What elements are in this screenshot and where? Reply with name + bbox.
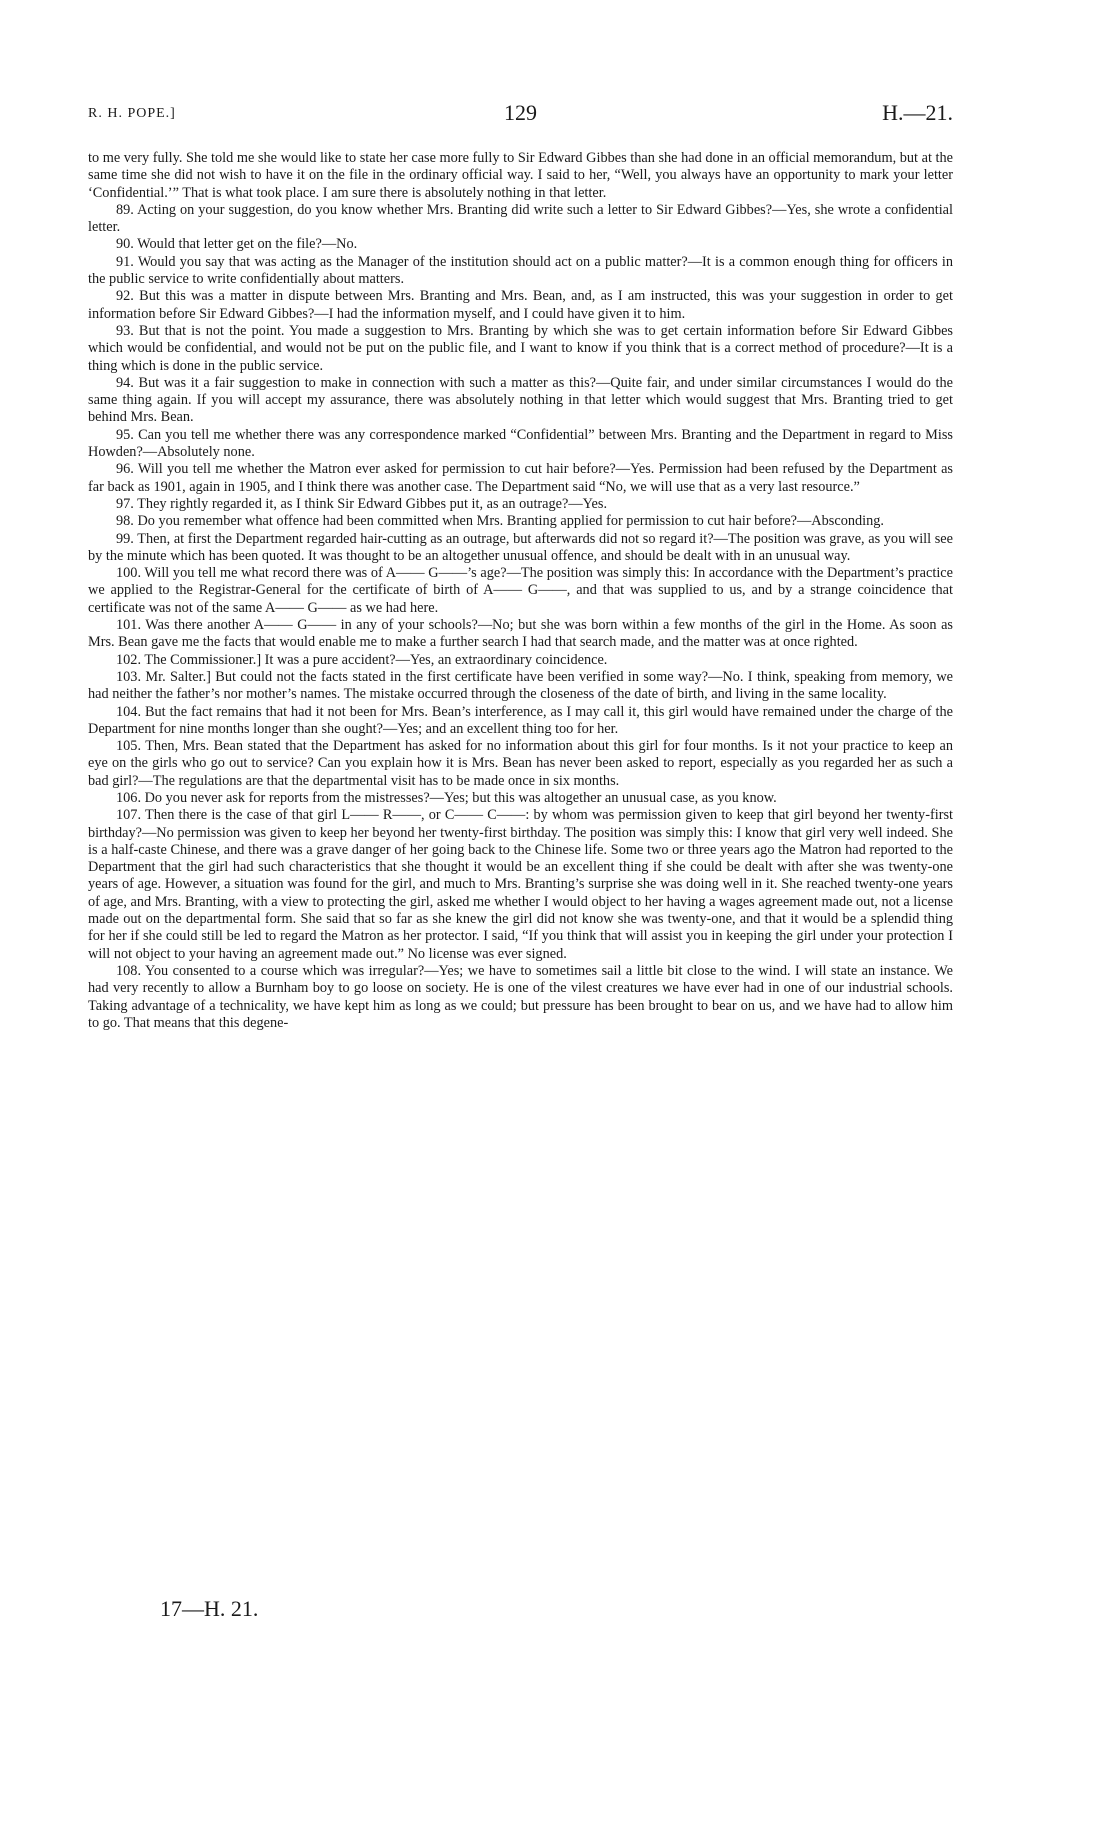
paragraph: 90. Would that letter get on the file?—No.: [116, 236, 358, 253]
page-number: 129: [504, 100, 537, 125]
paragraph: 95. Can you tell me whether there was any correspondence marked “Confidential” between Mrs. Branting and the Department in regard to Miss Howden?—Absolutely none.: [88, 426, 953, 461]
paragraph: 92. But this was a matter in dispute between Mrs. Branting and Mrs. Bean, and, as I am instructed, this was your suggestion in order to get information before Sir Edward Gibbes?—I had the information myself, and I could have given it to him.: [88, 288, 953, 322]
paragraph: 103. Mr. Salter.] But could not the facts stated in the first certificate have been verified in some way?—No. I think, speaking from memory, we had neither the father’s nor mother’s names. The mistake occurred through the closeness of the date of birth, and living in the same locality.: [88, 668, 953, 703]
paragraph: 102. The Commissioner.] It was a pure accident?—Yes, an extraordinary coincidence.: [116, 651, 608, 668]
body-text: [88, 150, 953, 1032]
page-footer: [160, 1596, 258, 1622]
paragraph: 91. Would you say that was acting as the Manager of the institution should act on a public matter?—It is a common enough thing for officers in the public service to write confidentially about matters.: [88, 253, 953, 288]
paragraph: 106. Do you never ask for reports from the mistresses?—Yes; but this was altogether an unusual case, as you know.: [116, 789, 777, 806]
signature-mark: 17—H. 21.: [160, 1596, 259, 1621]
paragraph: to me very fully. She told me she would like to state her case more fully to Sir Edward Gibbes than she had done in an official memorandum, but at the same time she did not wish to have it on the file in the ordinary official way. I said to her, “Well, you always have an opportunity to mark your letter ‘Confidential.’” That is what took place. I am sure there is absolutely nothing in that letter.: [88, 150, 953, 201]
paragraph: 98. Do you remember what offence had been committed when Mrs. Branting applied for permission to cut hair before?—Absconding.: [116, 513, 884, 530]
paragraph: 104. But the fact remains that had it not been for Mrs. Bean’s interference, as I may call it, this girl would have remained under the charge of the Department for nine months longer than she ought?—Yes; and an excellent thing too for her.: [88, 703, 953, 737]
paragraph: 93. But that is not the point. You made a suggestion to Mrs. Branting by which she was to get certain information before Sir Edward Gibbes which would be confidential, and would not be put on the public file, and I want to know if you think that is a correct method of procedure?—It is a thing which is done in the public service.: [88, 322, 953, 374]
paragraph: 99. Then, at first the Department regarded hair-cutting as an outrage, but afterwards did not so regard it?—The position was grave, as you will see by the minute which has been quoted. It was thought to be an altogether unusual offence, and should be dealt with in an unusual way.: [88, 530, 953, 564]
paragraph: 100. Will you tell me what record there was of A—— G——’s age?—The position was simply this: In accordance with the Department’s practice we applied to the Registrar-General for the certificate of birth of A—— G——, and that was supplied to us, and by a strange coincidence that certificate was not of the same A—— G—— as we had here.: [88, 565, 953, 616]
page-header: [88, 100, 953, 130]
paragraph: 89. Acting on your suggestion, do you know whether Mrs. Branting did write such a letter to Sir Edward Gibbes?—Yes, she wrote a confidential letter.: [88, 201, 953, 236]
paragraph: 105. Then, Mrs. Bean stated that the Department has asked for no information about this girl for four months. Is it not your practice to keep an eye on the girls who go out to service? Can you explain how it is Mrs. Bean has never been asked to report, especially as you regarded her as such a bad girl?—The regulations are that the departmental visit has to be made once in six months.: [88, 738, 953, 789]
paragraph: 97. They rightly regarded it, as I think Sir Edward Gibbes put it, as an outrage?—Yes.: [116, 495, 608, 512]
paragraph: 94. But was it a fair suggestion to make in connection with such a matter as this?—Quite fair, and under similar circumstances I would do the same thing again. If you will accept my assurance, there was absolutely nothing in that letter which would suggest that Mrs. Branting tried to get behind Mrs. Bean.: [88, 374, 953, 426]
document-reference: H.—21.: [882, 100, 953, 125]
witness-name: R. H. POPE.]: [88, 106, 176, 121]
paragraph: 108. You consented to a course which was irregular?—Yes; we have to sometimes sail a little bit close to the wind. I will state an instance. We had very recently to allow a Burnham boy to go loose on society. He is one of the vilest creatures we have ever had in one of our industrial schools. Taking advantage of a technicality, we have kept him as long as we could; but pressure has been brought to bear on us, and we have had to allow him to go. That means that this degene-: [88, 962, 953, 1031]
paragraph: 101. Was there another A—— G—— in any of your schools?—No; but she was born within a few months of the girl in the Home. As soon as Mrs. Bean gave me the facts that would enable me to make a further search I had that search made, and the matter was at once righted.: [88, 617, 953, 651]
paragraph: 107. Then there is the case of that girl L—— R——, or C—— C——: by whom was permission given to keep that girl beyond her twenty-first birthday?—No permission was given to keep her beyond her twenty-first birthday. The position was simply this: I know that girl very well indeed. She is a half-caste Chinese, and there was a grave danger of her going back to the Chinese life. Some two or three years ago the Matron had reported to the Department that the girl had such characteristics that she thought it would be an excellent thing if she could be dealt with after she was twenty-one years of age. However, a situation was found for the girl, and much to Mrs. Branting’s surprise she was doing well in it. She reached twenty-one years of age, and Mrs. Branting, with a view to protecting the girl, asked me whether I would object to her having a wages agreement made out, not a license made out on the departmental form. She said that so far as she knew the girl did not know she was twenty-one, and that it would be a splendid thing for her if she could still be led to regard the Matron as her protector. I said, “If you think that will assist you in keeping the girl under your protection I will not object to your having an agreement made out.” No license was ever signed.: [88, 807, 953, 962]
paragraph: 96. Will you tell me whether the Matron ever asked for permission to cut hair before?—Yes. Permission had been refused by the Department as far back as 1901, again in 1905, and I think there was another case. The Department said “No, we will use that as a very last resource.”: [88, 461, 953, 495]
